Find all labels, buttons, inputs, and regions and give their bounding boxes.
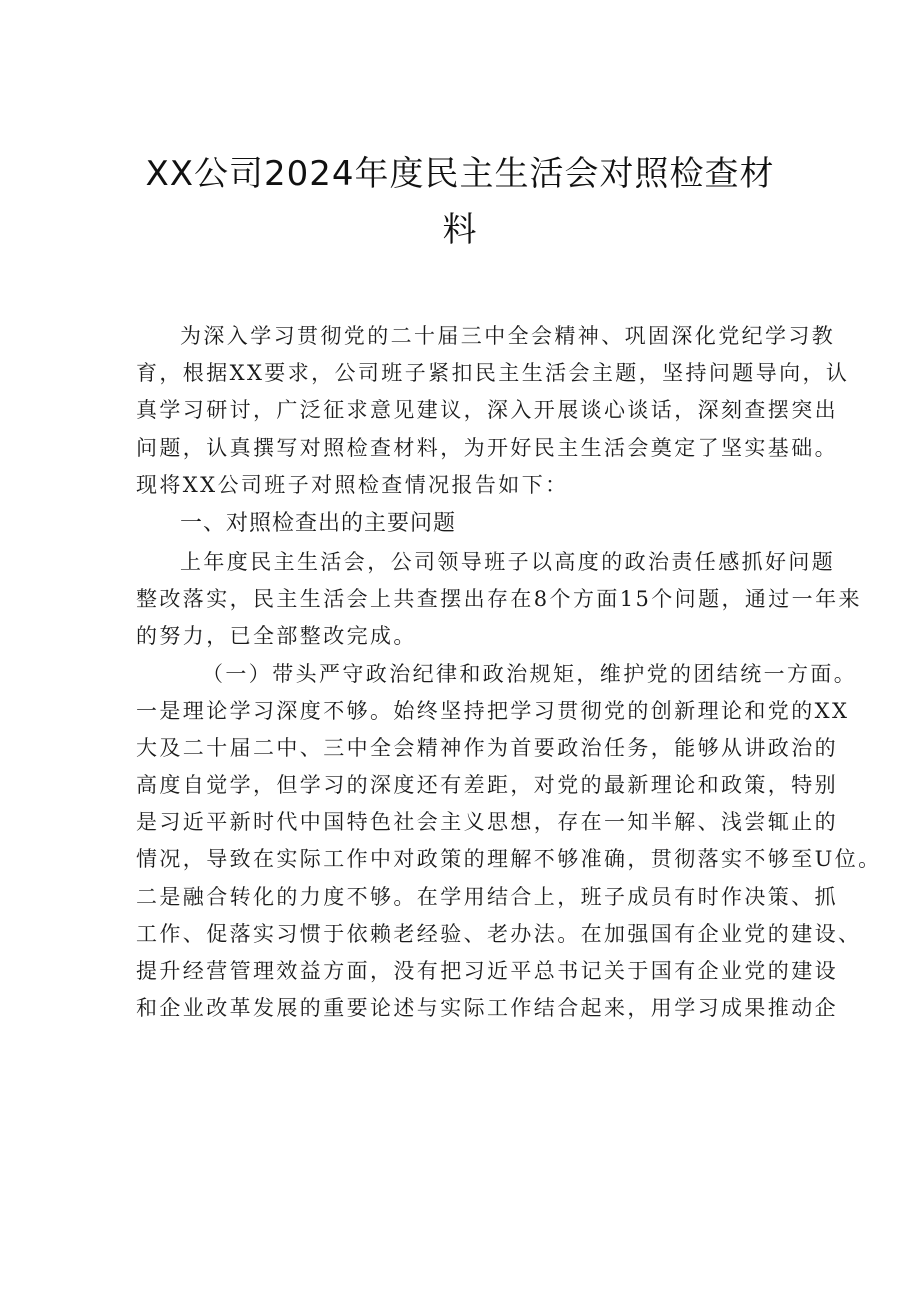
text-line: 上年度民主生活会，公司领导班子以高度的政治责任感抓好问题 xyxy=(180,549,836,574)
text-line: 一是理论学习深度不够。始终坚持把学习贯彻党的创新理论和党的XX xyxy=(136,698,850,723)
text-line: 整改落实，民主生活会上共查摆出存在8个方面15个问题，通过一年来 xyxy=(136,587,862,612)
text-line: 现将XX公司班子对照检查情况报告如下： xyxy=(136,472,569,497)
document-body xyxy=(136,318,882,1027)
text-line: 是习近平新时代中国特色社会主义思想，存在一知半解、浅尝辄止的 xyxy=(136,810,838,835)
text-line: 真学习研讨，广泛征求意见建议，深入开展谈心谈话，深刻查摆突出 xyxy=(136,398,838,423)
section-paragraph xyxy=(136,544,862,656)
text-line: 高度自觉学，但学习的深度还有差距，对党的最新理论和政策，特别 xyxy=(136,773,838,798)
text-line: 二是融合转化的力度不够。在学用结合上，班子成员有时作决策、抓 xyxy=(136,884,838,909)
text-line: 育，根据XX要求，公司班子紧扣民主生活会主题，坚持问题导向，认 xyxy=(136,361,850,386)
document-title-line-2: 料 xyxy=(442,210,478,250)
text-line: 工作、促落实习惯于依赖老经验、老办法。在加强国有企业党的建设、 xyxy=(136,921,862,946)
subsection-paragraph xyxy=(136,656,882,1028)
text-line: 问题，认真撰写对照检查材料，为开好民主生活会奠定了坚实基础。 xyxy=(136,435,838,460)
text-line: 为深入学习贯彻党的二十届三中全会精神、巩固深化党纪学习教 xyxy=(180,324,836,348)
text-line: 情况，导致在实际工作中对政策的理解不够准确，贯彻落实不够至U位。 xyxy=(136,847,882,872)
text-line: 和企业改革发展的重要论述与实际工作结合起来，用学习成果推动企 xyxy=(136,996,838,1021)
section-heading: 一、对照检查出的主要问题 xyxy=(180,510,457,536)
document-title-line-1: XX公司2024年度民主生活会对照检查材 xyxy=(145,154,775,194)
text-line: 提升经营管理效益方面，没有把习近平总书记关于国有企业党的建设 xyxy=(136,959,838,983)
text-line: 大及二十届二中、三中全会精神作为首要政治任务，能够从讲政治的 xyxy=(136,735,838,760)
intro-paragraph xyxy=(136,318,850,504)
subsection-heading: （一）带头严守政治纪律和政治规矩，维护党的团结统一方面。 xyxy=(202,661,858,686)
text-line: 的努力，已全部整改完成。 xyxy=(136,624,417,649)
